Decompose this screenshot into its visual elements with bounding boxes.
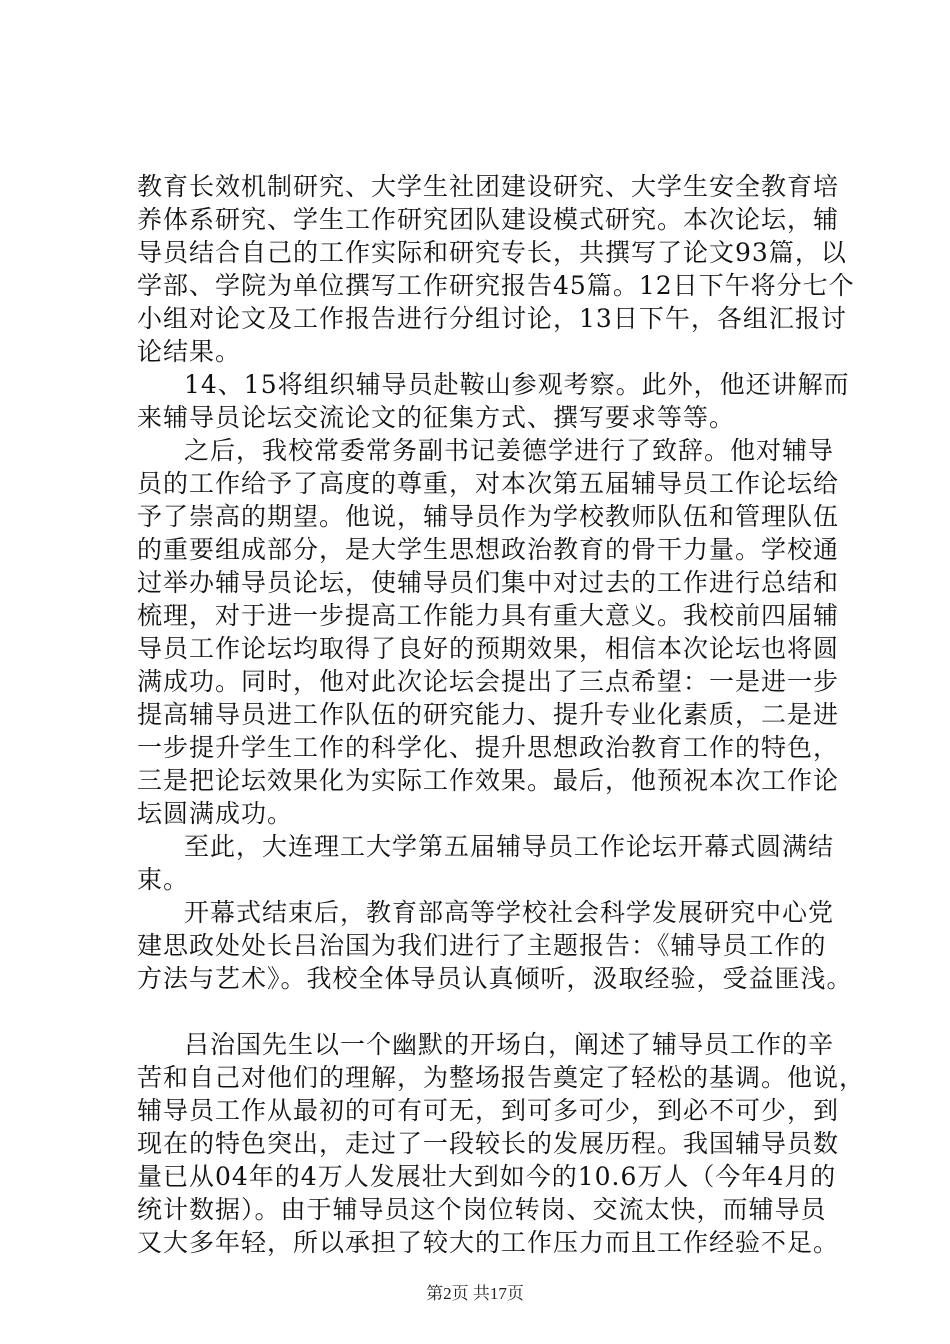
text-line: 学部、学院为单位撰写工作研究报告45篇。12日下午将分七个 [137, 271, 855, 300]
text-line: 束。 [137, 865, 190, 894]
page-footer: 第2页 共17页 [426, 1284, 524, 1303]
text-line: 方法与艺术》。我校全体导员认真倾听，汲取经验，受益匪浅。 [137, 964, 853, 993]
text-line: 苦和自己对他们的理解，为整场报告奠定了轻松的基调。他说， [137, 1063, 866, 1092]
text-line: 论结果。 [137, 337, 242, 366]
text-line: 坛圆满成功。 [137, 799, 294, 828]
text-line: 现在的特色突出，走过了一段较长的发展历程。我国辅导员数 [137, 1129, 840, 1158]
text-line: 养体系研究、学生工作研究团队建设模式研究。本次论坛，辅 [137, 205, 840, 234]
text-line: 予了崇高的期望。他说，辅导员作为学校教师队伍和管理队伍 [137, 502, 840, 531]
text-line: 过举办辅导员论坛，使辅导员们集中对过去的工作进行总结和 [137, 568, 840, 597]
text-line: 之后，我校常委常务副书记姜德学进行了致辞。他对辅导 [184, 436, 835, 465]
text-line: 员的工作给予了高度的尊重，对本次第五届辅导员工作论坛给 [137, 469, 840, 498]
text-line: 三是把论坛效果化为实际工作效果。最后，他预祝本次工作论 [137, 766, 840, 795]
text-line: 导员工作论坛均取得了良好的预期效果，相信本次论坛也将圆 [137, 634, 840, 663]
text-line: 开幕式结束后，教育部高等学校社会科学发展研究中心党 [184, 898, 835, 927]
text-line: 的重要组成部分，是大学生思想政治教育的骨干力量。学校通 [137, 535, 840, 564]
text-line: 至此，大连理工大学第五届辅导员工作论坛开幕式圆满结 [184, 832, 835, 861]
text-line: 量已从04年的4万人发展壮大到如今的10.6万人（今年4月的 [137, 1162, 837, 1191]
text-line: 教育长效机制研究、大学生社团建设研究、大学生安全教育培 [137, 172, 840, 201]
text-line: 小组对论文及工作报告进行分组讨论，13日下午，各组汇报讨 [137, 304, 847, 333]
text-line: 满成功。同时，他对此次论坛会提出了三点希望：一是进一步 [137, 667, 840, 696]
text-line: 来辅导员论坛交流论文的征集方式、撰写要求等等。 [137, 403, 736, 432]
text-line: 吕治国先生以一个幽默的开场白，阐述了辅导员工作的辛 [184, 1030, 835, 1059]
text-line: 梳理，对于进一步提高工作能力具有重大意义。我校前四届辅 [137, 601, 840, 630]
text-line: 统计数据）。由于辅导员这个岗位转岗、交流太快，而辅导员 [137, 1195, 827, 1224]
text-line: 导员结合自己的工作实际和研究专长，共撰写了论文93篇，以 [137, 238, 847, 267]
text-line: 一步提升学生工作的科学化、提升思想政治教育工作的特色， [137, 733, 840, 762]
text-line: 又大多年轻，所以承担了较大的工作压力而且工作经验不足。 [137, 1228, 840, 1257]
text-line: 14、15将组织辅导员赴鞍山参观考察。此外，他还讲解而 [184, 370, 850, 399]
text-line: 提高辅导员进工作队伍的研究能力、提升专业化素质，二是进 [137, 700, 840, 729]
text-line: 辅导员工作从最初的可有可无，到可多可少，到必不可少，到 [137, 1096, 840, 1125]
text-line: 建思政处处长吕治国为我们进行了主题报告：《辅导员工作的 [137, 931, 827, 960]
